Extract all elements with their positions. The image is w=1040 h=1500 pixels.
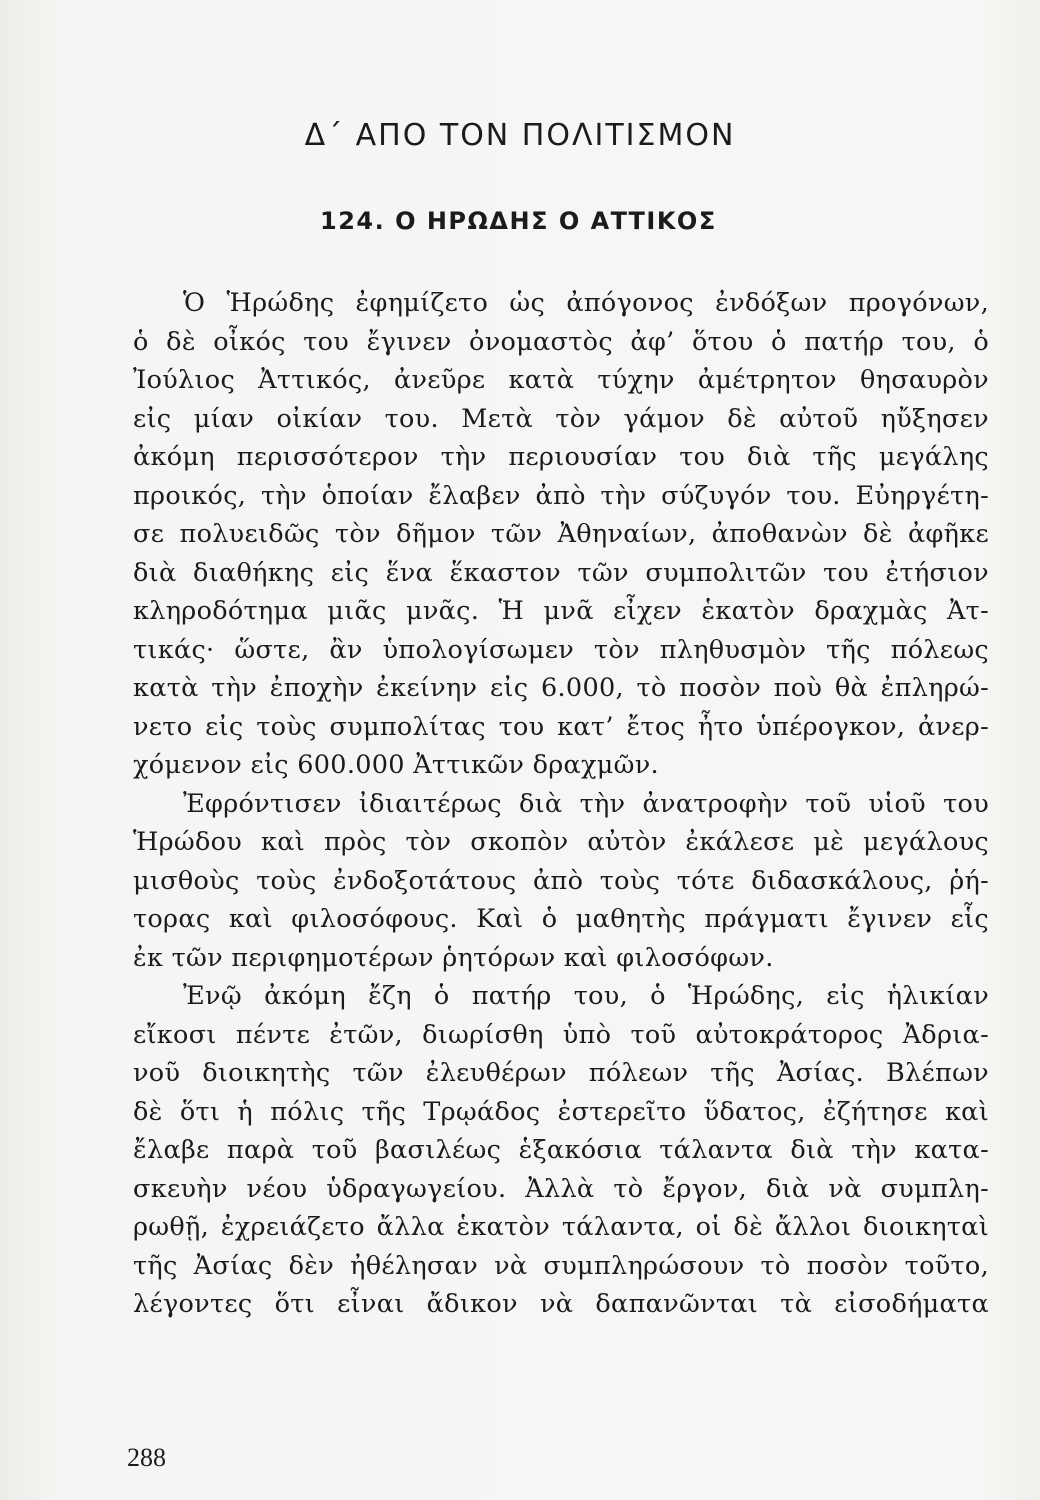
chapter-title: 124. Ο ΗΡΩΔΗΣ Ο ΑΤΤΙΚΟΣ [320,207,717,235]
text-line: μισθοὺς τοὺς ἐνδοξοτάτους ἀπὸ τοὺς τότε διδασκάλους, ῥή- [133,865,989,896]
page-number: 288 [127,1443,166,1472]
text-line: νετο εἰς τοὺς συμπολίτας του κατ’ ἔτος ἦτο ὑπέρογκον, ἀνερ- [133,711,989,742]
text-line: τικάς· ὥστε, ἂν ὑπολογίσωμεν τὸν πληθυσμὸν τῆς πόλεως [133,634,989,665]
text-line: Ὁ Ἡρώδης ἐφημίζετο ὡς ἀπόγονος ἐνδόξων προγόνων, [183,288,989,318]
text-line: τῆς Ἀσίας δὲν ἠθέλησαν νὰ συμπληρώσουν τὸ ποσὸν τοῦτο, [133,1250,989,1281]
text-line: ἔλαβε παρὰ τοῦ βασιλέως ἑξακόσια τάλαντα διὰ τὴν κατα- [133,1135,989,1165]
text-line: κατὰ τὴν ἐποχὴν ἐκείνην εἰς 6.000, τὸ ποσὸν ποὺ θὰ ἐπληρώ- [133,673,989,703]
text-line: Ἰούλιος Ἀττικός, ἀνεῦρε κατὰ τύχην ἀμέτρητον θησαυρὸν [133,365,989,395]
text-line: εἴκοσι πέντε ἐτῶν, διωρίσθη ὑπὸ τοῦ αὐτοκράτορος Ἀδρια- [133,1019,989,1050]
text-line: χόμενον εἰς 600.000 Ἀττικῶν δραχμῶν. [133,750,659,780]
text-line: ἐκ τῶν περιφημοτέρων ῥητόρων καὶ φιλοσόφων. [133,942,774,973]
text-line: σκευὴν νέου ὑδραγωγείου. Ἀλλὰ τὸ ἔργον, διὰ νὰ συμπλη- [133,1173,989,1204]
text-line: κληροδότημα μιᾶς μνᾶς. Ἡ μνᾶ εἶχεν ἑκατὸν δραχμὰς Ἀτ- [133,596,989,626]
section-title: Δ΄ ΑΠΟ ΤΟΝ ΠΟΛΙΤΙΣΜΟΝ [304,118,736,153]
text-line: λέγοντες ὅτι εἶναι ἄδικον νὰ δαπανῶνται τὰ εἰσοδήματα [133,1289,989,1319]
text-line: τορας καὶ φιλοσόφους. Καὶ ὁ μαθητὴς πράγματι ἔγινεν εἷς [133,904,989,934]
text-line: σε πολυειδῶς τὸν δῆμον τῶν Ἀθηναίων, ἀποθανὼν δὲ ἀφῆκε [133,519,989,549]
text-line: προικός, τὴν ὁποίαν ἔλαβεν ἀπὸ τὴν σύζυγόν του. Εὐηργέτη- [133,480,989,511]
text-line: ρωθῇ, ἐχρειάζετο ἄλλα ἑκατὸν τάλαντα, οἱ δὲ ἄλλοι διοικηταὶ [133,1212,989,1242]
text-line: δὲ ὅτι ἡ πόλις τῆς Τρῳάδος ἐστερεῖτο ὕδατος, ἐζήτησε καὶ [133,1096,989,1127]
text-line: Ἐνῷ ἀκόμη ἔζη ὁ πατήρ του, ὁ Ἡρώδης, εἰς ἡλικίαν [183,981,989,1011]
text-line: Ἐφρόντισεν ἰδιαιτέρως διὰ τὴν ἀνατροφὴν τοῦ υἱοῦ του [183,788,989,819]
text-line: ὁ δὲ οἶκός του ἔγινεν ὀνομαστὸς ἀφ’ ὅτου ὁ πατήρ του, ὁ [133,326,989,357]
text-line: Ἡρώδου καὶ πρὸς τὸν σκοπὸν αὐτὸν ἐκάλεσε μὲ μεγάλους [133,827,989,857]
body-text [133,284,989,1324]
text-line: διὰ διαθήκης εἰς ἕνα ἕκαστον τῶν συμπολιτῶν του ἐτήσιον [133,557,989,588]
text-line: ἀκόμη περισσότερον τὴν περιουσίαν του διὰ τῆς μεγάλης [133,442,989,472]
text-line: εἰς μίαν οἰκίαν του. Μετὰ τὸν γάμον δὲ αὐτοῦ ηὔξησεν [133,403,989,434]
text-line: νοῦ διοικητὴς τῶν ἐλευθέρων πόλεων τῆς Ἀσίας. Βλέπων [133,1058,989,1088]
